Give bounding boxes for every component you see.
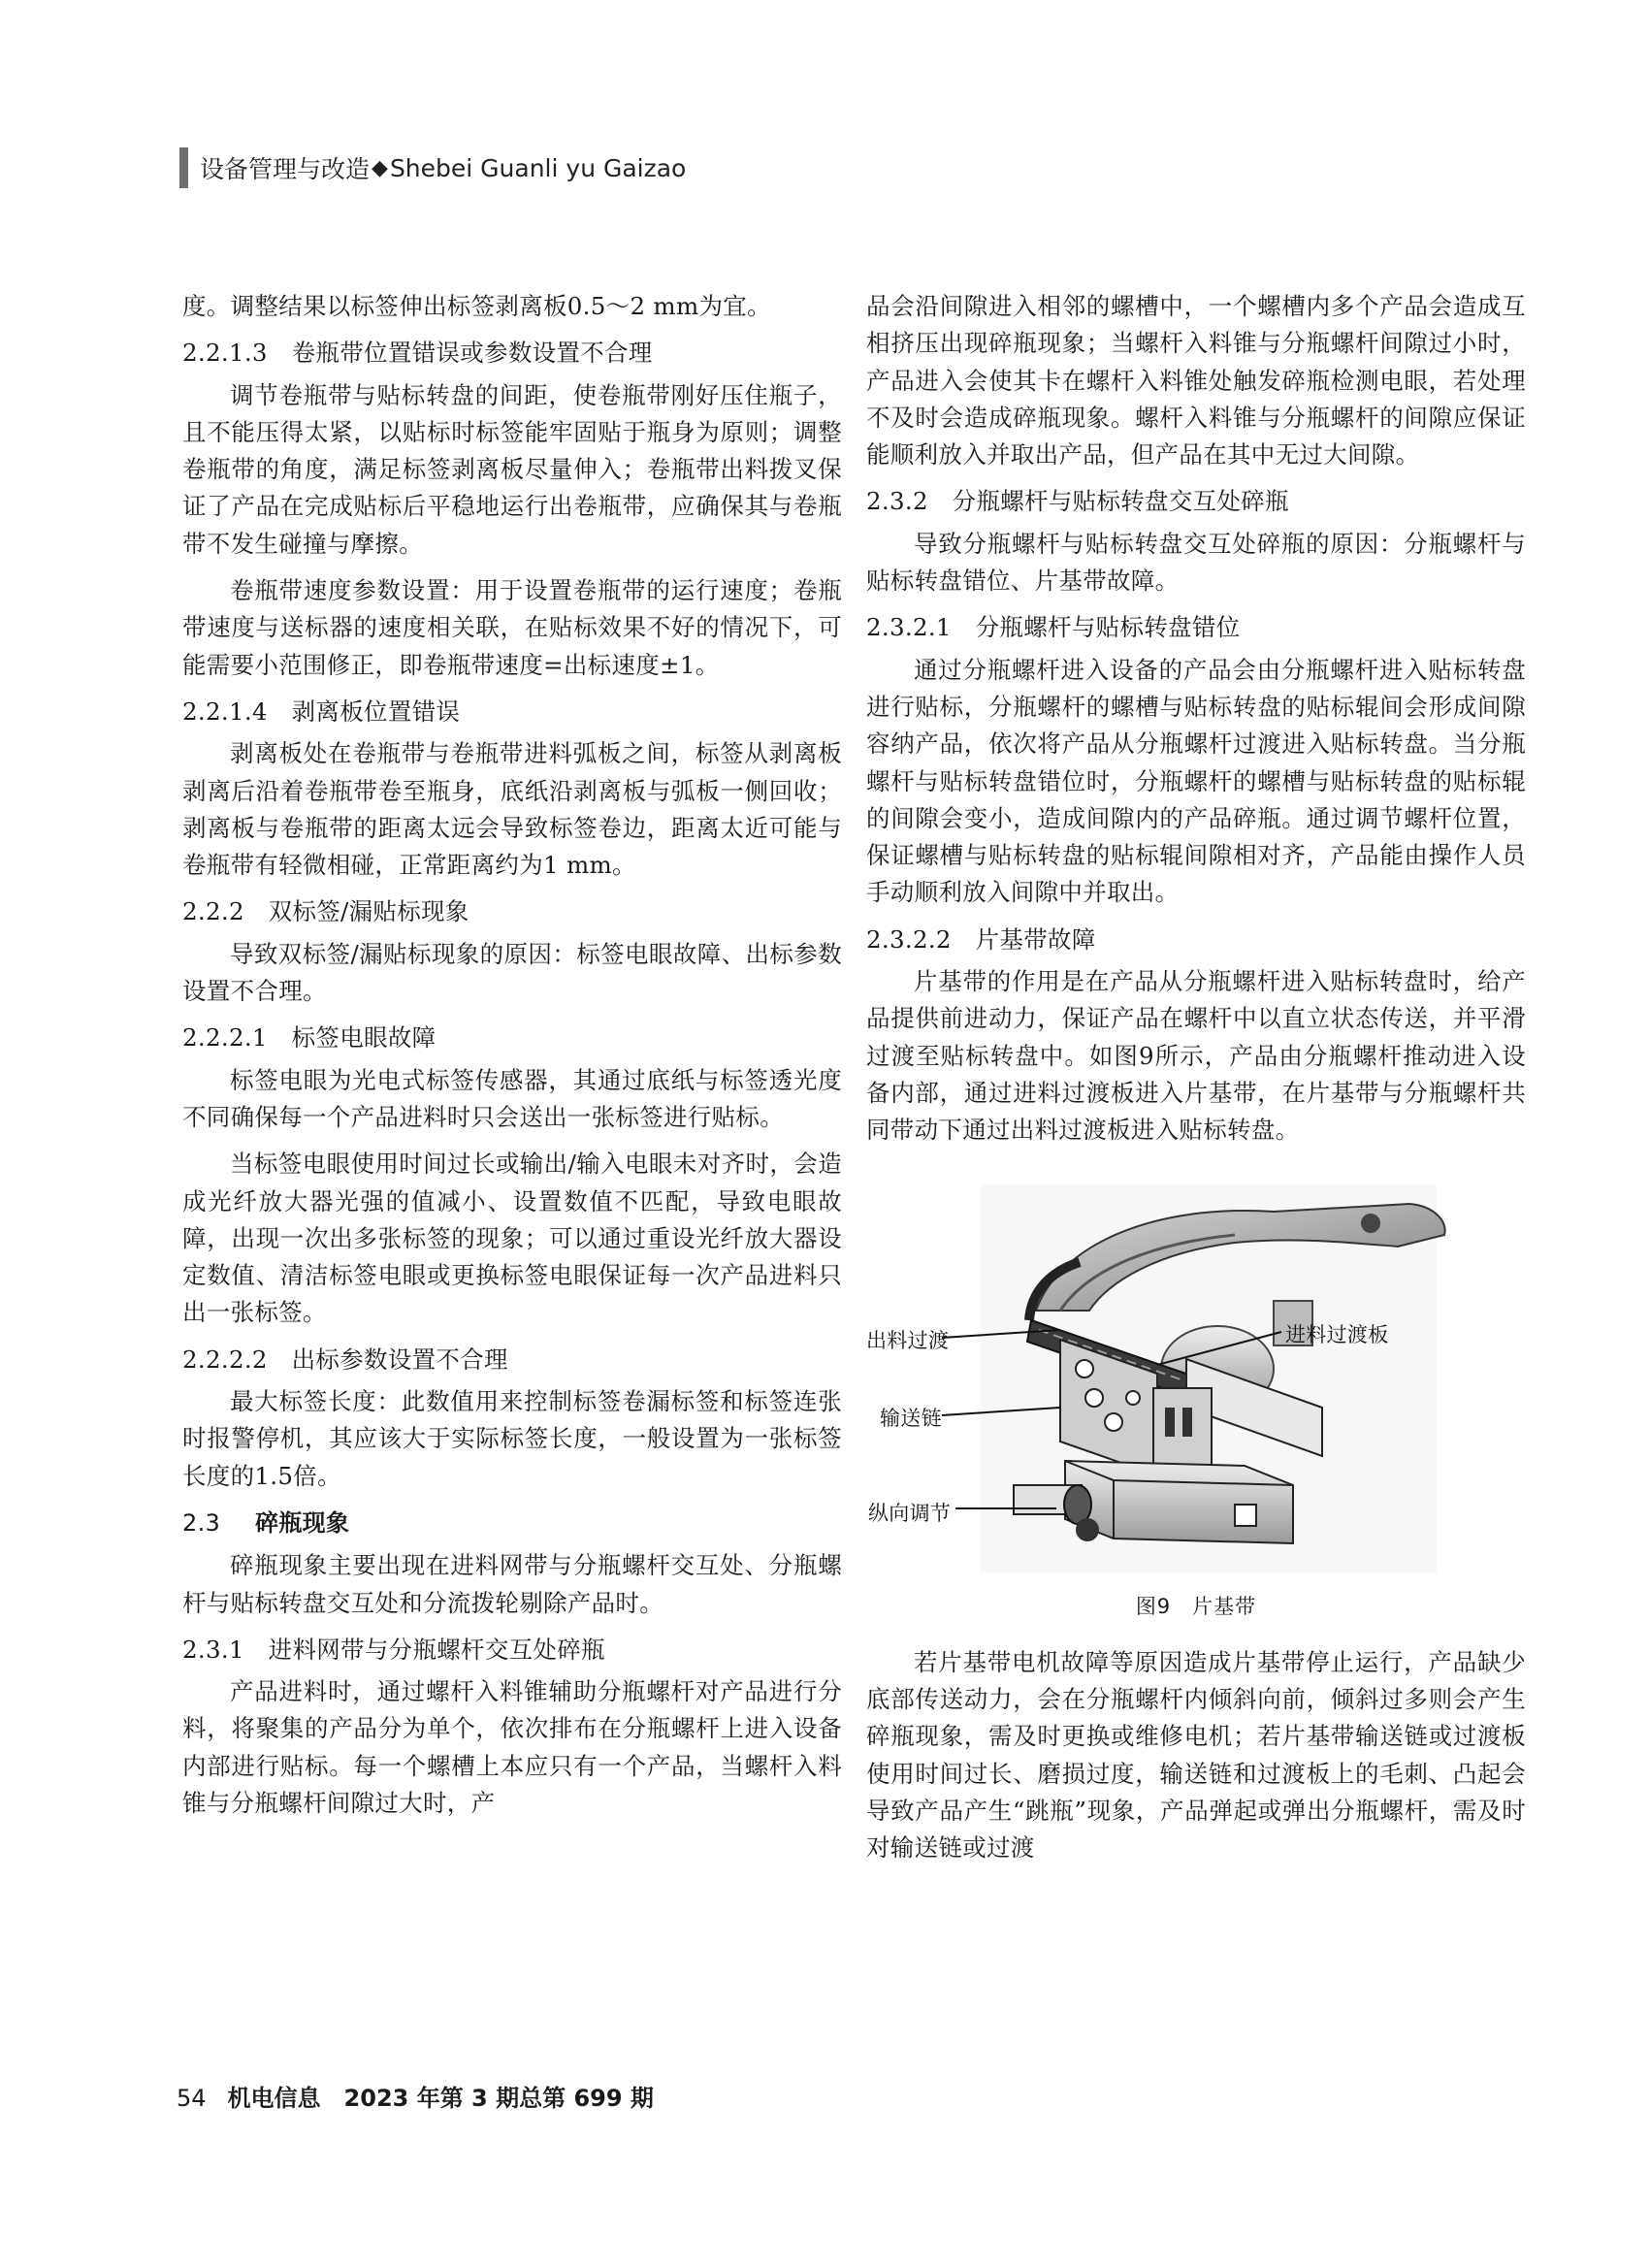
subsection-heading: 2.2.1.3 卷瓶带位置错误或参数设置不合理 [182,339,653,368]
label-in-transition-plate: 进料过渡板 [1285,1322,1389,1346]
paragraph: 若片基带电机故障等原因造成片基带停止运行，产品缺少底部传送动力，会在分瓶螺杆内倾斜向前，倾斜过多则会产生碎瓶现象，需及时更换或维修电机；若片基带输送链或过渡板使用时间过长、磨损过度，输送链和过渡板上的毛刺、凸起会导致产品产生“跳瓶”现象，产品弹起或弹出分瓶螺杆，需及时对输送链或过渡 [866,1647,1526,1863]
subsection-heading: 2.2.2.1 标签电眼故障 [182,1023,437,1053]
paragraph: 最大标签长度：此数值用来控制标签卷漏标签和标签连张时报警停机，其应该大于实际标签长度，一般设置为一张标签长度的1.5倍。 [182,1387,842,1490]
subsection-heading: 2.2.2 双标签/漏贴标现象 [182,897,469,926]
diamond-icon: ◆ [372,155,388,180]
paragraph: 产品进料时，通过螺杆入料锥辅助分瓶螺杆对产品进行分料，将聚集的产品分为单个，依次排布在分瓶螺杆上进入设备内部进行贴标。每一个螺槽上本应只有一个产品，当螺杆入料锥与分瓶螺杆间隙过大时，产 [182,1677,842,1817]
left-column [182,288,842,1831]
paragraph: 卷瓶带速度参数设置：用于设置卷瓶带的运行速度；卷瓶带速度与送标器的速度相关联，在贴标效果不好的情况下，可能需要小范围修正，即卷瓶带速度=出标速度±1。 [182,576,842,679]
paragraph: 导致双标签/漏贴标现象的原因：标签电眼故障、出标参数设置不合理。 [182,939,842,1006]
paragraph: 碎瓶现象主要出现在进料网带与分瓶螺杆交互处、分瓶螺杆与贴标转盘交互处和分流拨轮剔除产品时。 [182,1551,842,1617]
subsection-heading: 2.2.2.2 出标参数设置不合理 [182,1345,508,1374]
section-heading [182,1505,842,1541]
paragraph: 品会沿间隙进入相邻的螺槽中，一个螺槽内多个产品会造成互相挤压出现碎瓶现象；当螺杆入料锥与分瓶螺杆间隙过小时，产品进入会使其卡在螺杆入料锥处触发碎瓶检测电眼，若处理不及时会造成碎瓶现象。螺杆入料锥与分瓶螺杆的间隙应保证能顺利放入并取出产品，但产品在其中无过大间隙。 [866,292,1526,470]
paragraph: 剥离板处在卷瓶带与卷瓶带进料弧板之间，标签从剥离板剥离后沿着卷瓶带卷至瓶身，底纸沿剥离板与弧板一侧回收；剥离板与卷瓶带的距离太远会导致标签卷边，距离太近可能与卷瓶带有轻微相碰，正常距离约为1 mm。 [182,739,842,880]
subsection-heading: 2.3.2.1 分瓶螺杆与贴标转盘错位 [866,613,1241,642]
page-number: 54 [177,2085,207,2112]
label-vertical-adjust: 纵向调节 [868,1501,952,1525]
section-title: 碎瓶现象 [255,1508,350,1537]
belt-machine-drawing [866,1175,1526,1580]
right-column [866,288,1526,1877]
right-column-bottom [866,1644,1526,1867]
paragraph: 通过分瓶螺杆进入设备的产品会由分瓶螺杆进入贴标转盘进行贴标，分瓶螺杆的螺槽与贴标转盘的贴标辊间会形成间隙容纳产品，依次将产品从分瓶螺杆过渡进入贴标转盘。当分瓶螺杆与贴标转盘错位时，分瓶螺杆的螺槽与贴标转盘的贴标辊的间隙会变小，造成间隙内的产品碎瓶。通过调节螺杆位置，保证螺槽与贴标转盘的贴标辊间隙相对齐，产品能由操作人员手动顺利放入间隙中并取出。 [866,655,1526,907]
right-column-top [866,288,1526,1150]
running-header [179,147,686,188]
paragraph: 度。调整结果以标签伸出标签剥离板0.5～2 mm为宜。 [182,292,771,320]
subsection-heading: 2.3.2 分瓶螺杆与贴标转盘交互处碎瓶 [866,487,1289,516]
figure-caption: 图9 片基带 [1135,1594,1257,1618]
paragraph: 当标签电眼使用时间过长或输出/输入电眼未对齐时，会造成光纤放大器光强的值减小、设置数值不匹配，导致电眼故障，出现一次出多张标签的现象；可以通过重设光纤放大器设定数值、清洁标签电眼或更换标签电眼保证每一次产品进料只出一张标签。 [182,1150,842,1327]
paragraph: 标签电眼为光电式标签传感器，其通过底纸与标签透光度不同确保每一个产品进料时只会送出一张标签进行贴标。 [182,1065,842,1131]
header-bar [179,147,188,188]
journal-info: 机电信息 2023 年第 3 期总第 699 期 [227,2085,654,2112]
label-conveyor-chain: 输送链 [880,1406,942,1430]
subsection-heading: 2.3.2.2 片基带故障 [866,924,1096,954]
header-section-pinyin: Shebei Guanli yu Gaizao [389,153,687,182]
figure-9 [866,1175,1526,1580]
header-section-cn: 设备管理与改造 [200,155,371,183]
subsection-heading: 2.2.1.4 剥离板位置错误 [182,697,461,726]
section-number: 2.3 [182,1508,221,1537]
page-footer [177,2079,654,2113]
paragraph: 导致分瓶螺杆与贴标转盘交互处碎瓶的原因：分瓶螺杆与贴标转盘错位、片基带故障。 [866,529,1526,596]
paragraph: 调节卷瓶带与贴标转盘的间距，使卷瓶带刚好压住瓶子，且不能压得太紧，以贴标时标签能牢固贴于瓶身为原则；调整卷瓶带的角度，满足标签剥离板尽量伸入；卷瓶带出料拨叉保证了产品在完成贴标后平稳地运行出卷瓶带，应确保其与卷瓶带不发生碰撞与摩擦。 [182,380,842,558]
subsection-heading: 2.3.1 进料网带与分瓶螺杆交互处碎瓶 [182,1635,605,1664]
paragraph: 片基带的作用是在产品从分瓶螺杆进入贴标转盘时，给产品提供前进动力，保证产品在螺杆中以直立状态传送，并平滑过渡至贴标转盘中。如图9所示，产品由分瓶螺杆推动进入设备内部，通过进料过渡板进入片基带，在片基带与分瓶螺杆共同带动下通过出料过渡板进入贴标转盘。 [866,967,1526,1145]
label-out-transition: 出料过渡 [866,1328,950,1352]
